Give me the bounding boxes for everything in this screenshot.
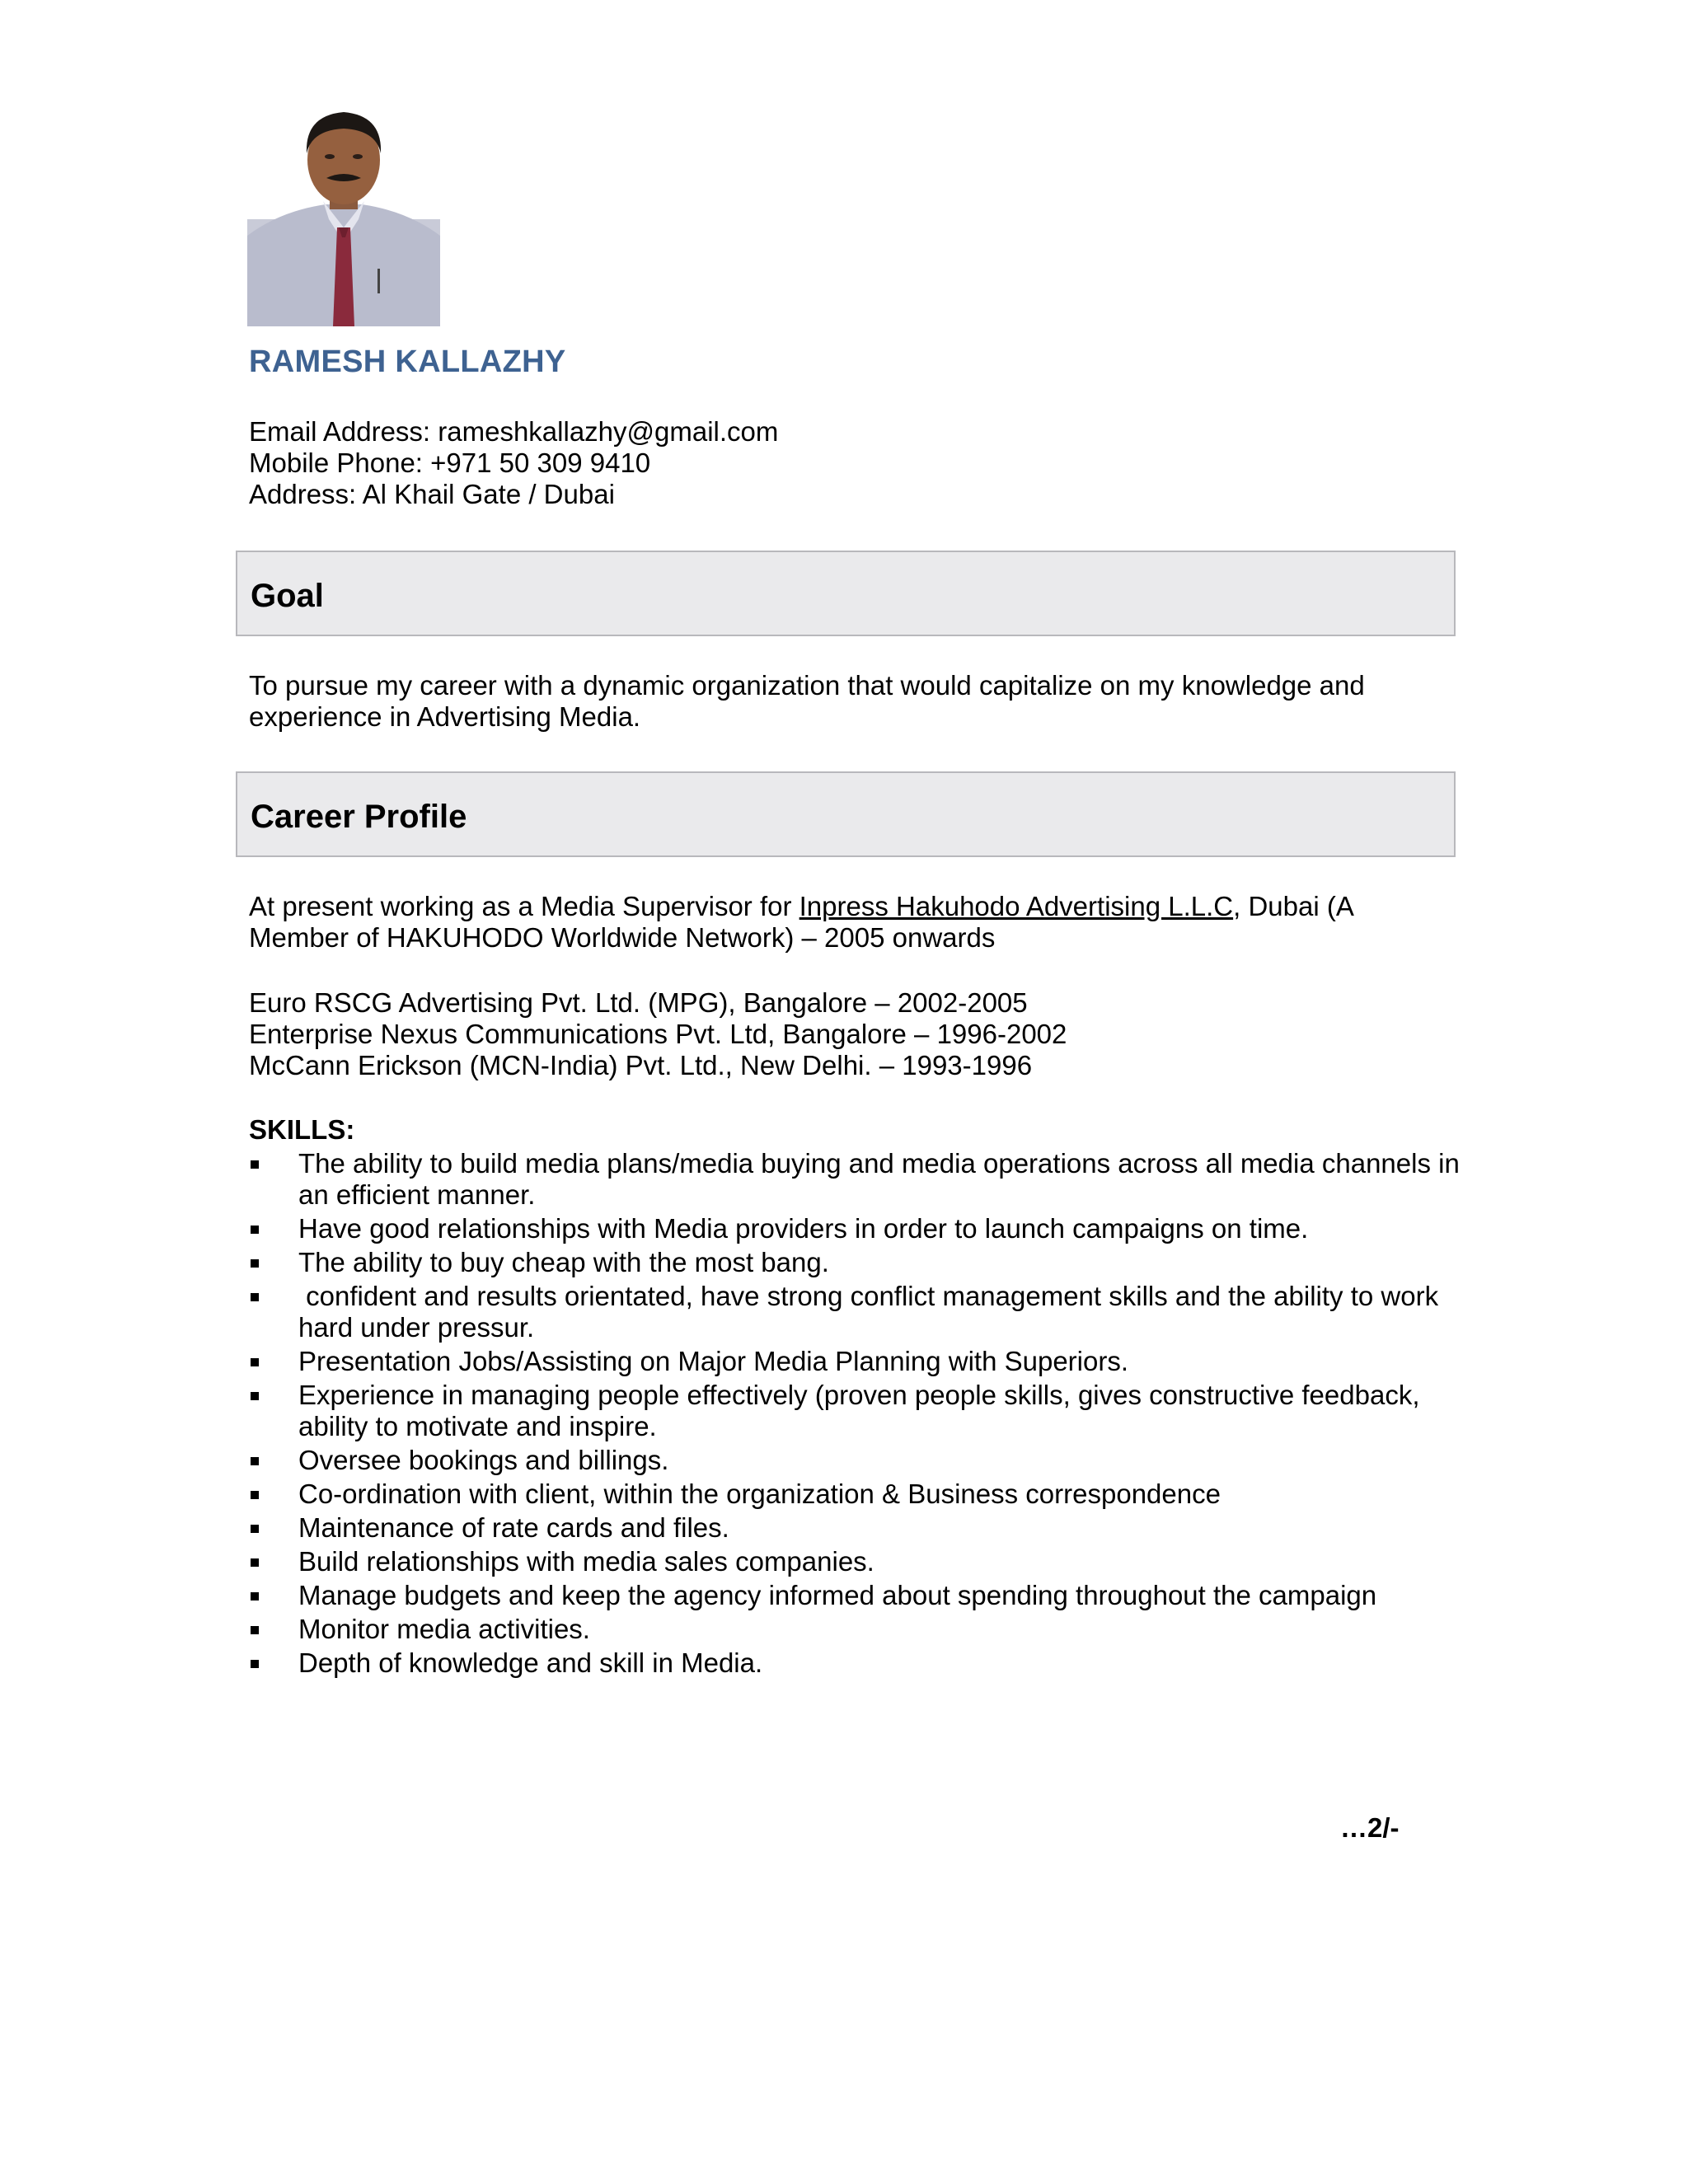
skill-text: Depth of knowledge and skill in Media. xyxy=(298,1647,763,1678)
square-bullet-icon xyxy=(251,1491,259,1499)
square-bullet-icon xyxy=(251,1558,259,1567)
skill-item xyxy=(249,1479,1461,1510)
history-item: Enterprise Nexus Communications Pvt. Ltd, Bangalore – 1996-2002 xyxy=(249,1019,1067,1049)
skill-item xyxy=(249,1445,1461,1476)
square-bullet-icon xyxy=(251,1626,259,1634)
skill-text: Oversee bookings and billings. xyxy=(298,1445,669,1475)
candidate-name: RAMESH KALLAZHY xyxy=(249,344,566,379)
skill-text: The ability to build media plans/media buying and media operations across all media channels in an efficient manner. xyxy=(298,1148,1460,1210)
skills-title: SKILLS: xyxy=(249,1114,355,1145)
square-bullet-icon xyxy=(251,1660,259,1668)
square-bullet-icon xyxy=(251,1392,259,1400)
skill-text: confident and results orientated, have strong conflict management skills and the ability to work hard under pressur. xyxy=(298,1281,1447,1343)
goal-text: To pursue my career with a dynamic organization that would capitalize on my knowledge and experience in Advertising Media. xyxy=(249,670,1365,732)
address-line: Address: Al Khail Gate / Dubai xyxy=(249,479,615,509)
skill-text: The ability to buy cheap with the most bang. xyxy=(298,1247,829,1277)
contact-block xyxy=(249,416,778,510)
skill-item xyxy=(249,1346,1461,1377)
skill-text: Presentation Jobs/Assisting on Major Media Planning with Superiors. xyxy=(298,1346,1129,1376)
page-continuation-mark: …2/- xyxy=(1340,1812,1400,1843)
square-bullet-icon xyxy=(251,1160,259,1169)
history-item: Euro RSCG Advertising Pvt. Ltd. (MPG), Bangalore – 2002-2005 xyxy=(249,987,1028,1018)
square-bullet-icon xyxy=(251,1457,259,1465)
current-company-link[interactable]: Inpress Hakuhodo Advertising L.L.C xyxy=(799,891,1234,921)
skill-item xyxy=(249,1546,1461,1577)
employment-history xyxy=(249,987,1067,1081)
current-position-prefix: At present working as a Media Supervisor for xyxy=(249,891,799,921)
skill-item xyxy=(249,1247,1461,1278)
goal-section-header xyxy=(236,551,1456,636)
skill-item xyxy=(249,1148,1461,1211)
skill-text: Manage budgets and keep the agency informed about spending throughout the campaign xyxy=(298,1580,1377,1610)
skill-text: Have good relationships with Media providers in order to launch campaigns on time. xyxy=(298,1213,1309,1244)
goal-title: Goal xyxy=(251,578,324,614)
profile-photo xyxy=(247,96,440,326)
skill-text: Build relationships with media sales companies. xyxy=(298,1546,874,1577)
square-bullet-icon xyxy=(251,1358,259,1366)
skill-text: Maintenance of rate cards and files. xyxy=(298,1512,729,1543)
skill-item xyxy=(249,1647,1461,1679)
skill-text: Co-ordination with client, within the organization & Business correspondence xyxy=(298,1479,1221,1509)
square-bullet-icon xyxy=(251,1293,259,1301)
skill-item xyxy=(249,1512,1461,1544)
skill-item xyxy=(249,1614,1461,1645)
current-position-suffix: , Dubai (A Member of HAKUHODO Worldwide Network) – 2005 onwards xyxy=(249,891,1353,953)
skills-list xyxy=(249,1148,1461,1681)
current-position xyxy=(249,891,1452,954)
skill-item xyxy=(249,1281,1461,1343)
skill-item xyxy=(249,1213,1461,1244)
square-bullet-icon xyxy=(251,1525,259,1533)
career-section-header xyxy=(236,771,1456,857)
career-title: Career Profile xyxy=(251,799,467,835)
skill-item xyxy=(249,1380,1461,1442)
skill-text: Monitor media activities. xyxy=(298,1614,590,1644)
square-bullet-icon xyxy=(251,1592,259,1601)
email-line: Email Address: rameshkallazhy@gmail.com xyxy=(249,416,779,447)
phone-line: Mobile Phone: +971 50 309 9410 xyxy=(249,448,651,478)
skill-text: Experience in managing people effectively (proven people skills, gives constructive feedback, ability to motivate and inspire. xyxy=(298,1380,1420,1441)
square-bullet-icon xyxy=(251,1259,259,1268)
history-item: McCann Erickson (MCN-India) Pvt. Ltd., New Delhi. – 1993-1996 xyxy=(249,1050,1033,1080)
skill-item xyxy=(249,1580,1461,1611)
square-bullet-icon xyxy=(251,1226,259,1234)
